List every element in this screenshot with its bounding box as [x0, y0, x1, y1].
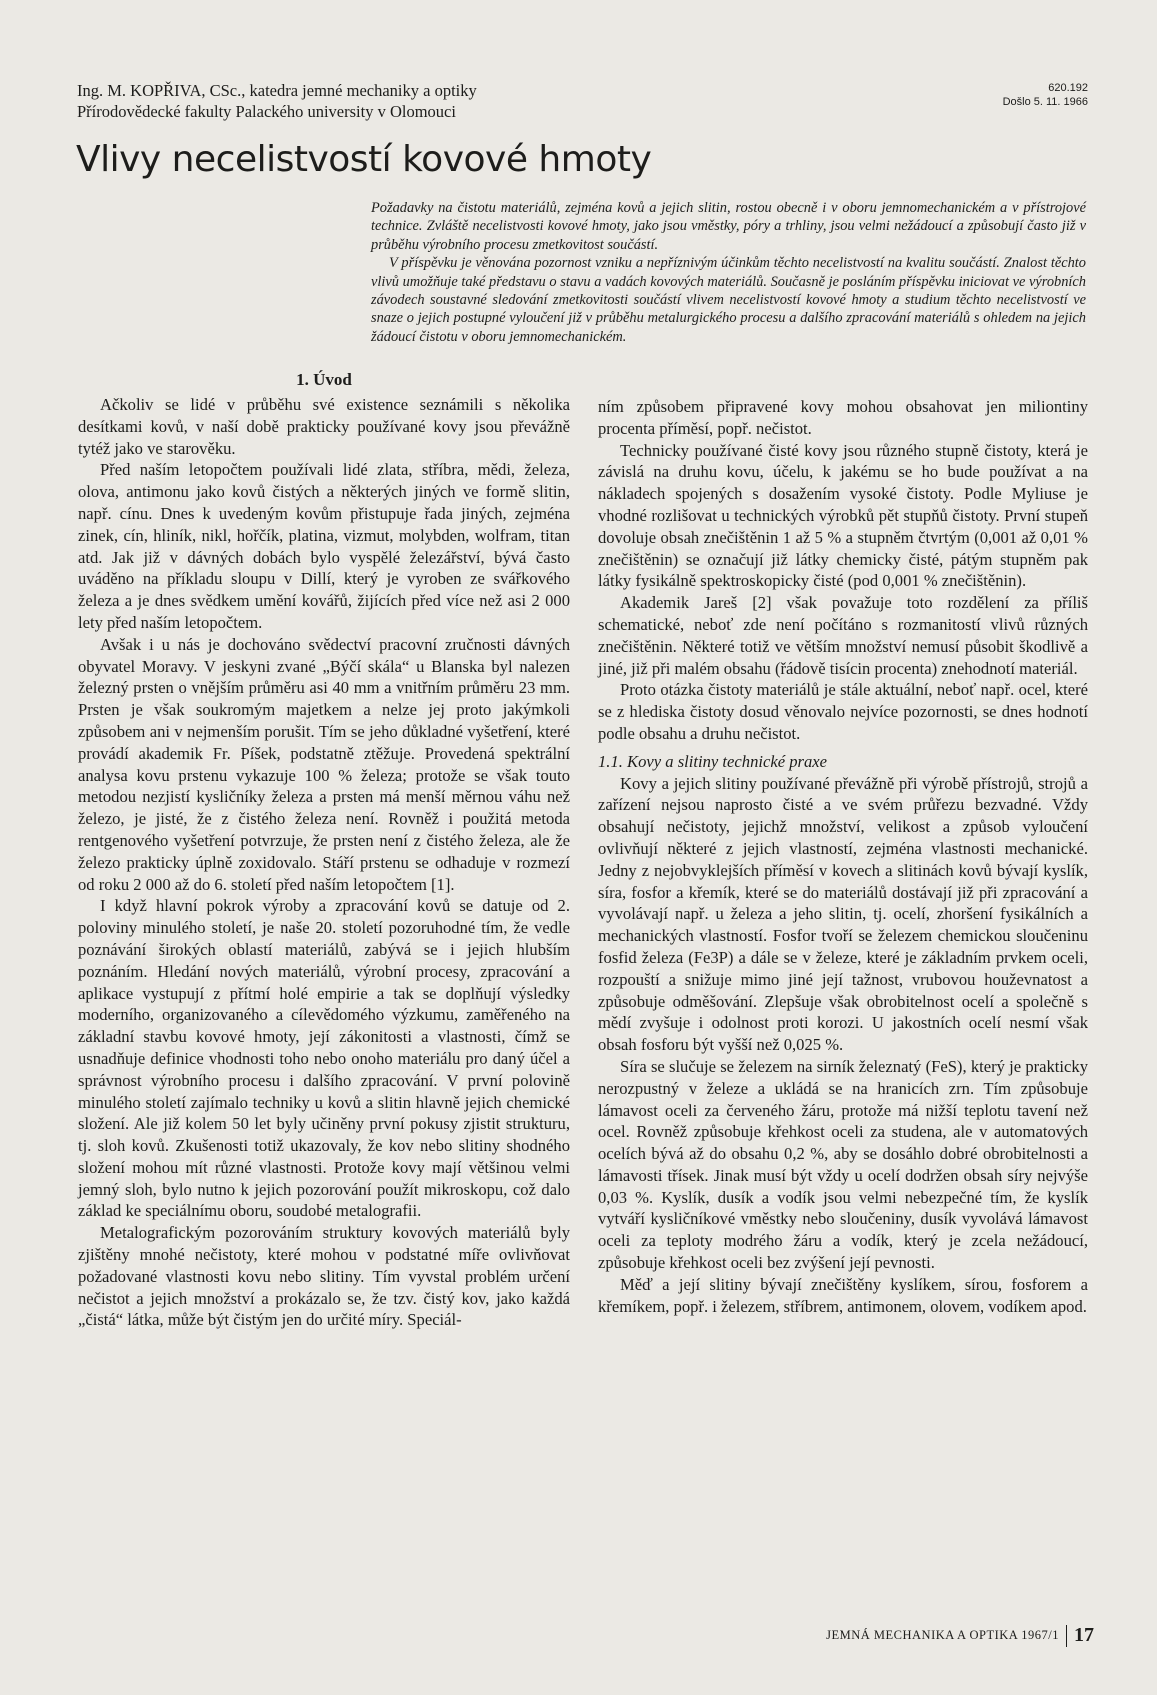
received-date: Došlo 5. 11. 1966 [1002, 96, 1088, 108]
body-paragraph: Metalografickým pozorováním struktury kovových materiálů byly zjištěny mnohé nečistoty, které mohou v podstatné míře ovlivňovat požadované vlastnosti kovu nebo slitiny. Tím vyvstal problém určení nečistot a jejich množství a prokázalo se, že tzv. čistý kov, jako každá „čistá“ látka, může být čistým jen do určité míry. Speciál- [78, 1223, 570, 1330]
section-heading: 1. Úvod [296, 370, 352, 389]
body-paragraph: Kovy a jejich slitiny používané převážně při výrobě přístrojů, strojů a zařízení nejsou naprosto čisté a ve svém průřezu bezvadné. Vždy obsahují nečistoty, jejichž množství, velikost a způsob vyloučení ovlivňují některé z jejich vlastností, zejména vlastnosti mechanické. Jedny z nejobvyklejších příměsí v kovech a slitinách kovů bývají kyslík, síra, fosfor a křemík, které se do materiálů dostávají již při zpracování a vyvolávají např. u železa a jeho slitin, tj. ocelí, zhoršení fysikálních a mechanických vlastností. Fosfor tvoří se železem chemickou sloučeninu fosfid železa (Fe3P) a dále se v železe, které je základním prvkem oceli, rozpouští a snižuje mimo jiné její tažnost, vrubovou houževnatost a způsobuje odměšování. Zlepšuje však obrobitelnost ocelí a společně s mědí zvyšuje i odolnost proti korozi. U jakostních ocelí nesmí však obsah fosforu být vyšší než 0,025 %. [598, 773, 1088, 1055]
body-paragraph: Před naším letopočtem používali lidé zlata, stříbra, mědi, železa, olova, antimonu jako kovů čistých a některých jiných ve formě slitin, např. cínu. Dnes k uvedeným kovům přistupuje řada jiných, zejména zinek, cín, hliník, nikl, hořčík, platina, vizmut, molybden, wolfram, titan atd. Jak již v dávných dobách bylo vyspělé železářství, bývá často uváděno na příkladu sloupu v Dillí, který je vyroben ze svářkového železa a je dnes svědkem umění kovářů, žijících před více než asi 2 000 lety před naším letopočtem. [78, 460, 570, 632]
subsection-heading: 1.1. Kovy a slitiny technické praxe [598, 751, 828, 771]
body-paragraph: Měď a její slitiny bývají znečištěny kyslíkem, sírou, fosforem a křemíkem, popř. i železem, stříbrem, antimonem, olovem, vodíkem apod. [598, 1274, 1088, 1316]
body-paragraph: Akademik Jareš [2] však považuje toto rozdělení za příliš schematické, neboť zde není počítáno s rozmanitostí vlivů různých znečištěnin. Některé totiž ve větším množství nemusí působit škodlivě a jiné, již při malém obsahu (řádově tisícin procenta) znehodnotí materiál. [598, 593, 1088, 678]
footer-divider [1066, 1625, 1067, 1647]
author-line: Ing. M. KOPŘIVA, CSc., katedra jemné mechaniky a optiky [77, 81, 477, 100]
classification-code: 620.192 [1048, 82, 1088, 94]
abstract-paragraph: V příspěvku je věnována pozornost vzniku a nepříznivým účinkům těchto necelistvostí na kvalitu součástí. Znalost těchto vlivů umožňuje také představu o stavu a vadách kovových materiálů. Současně je posláním příspěvku iniciovat ve výrobních závodech soustavné sledování zmetkovitosti součástí vlivem necelistvostí kovové hmoty a studium těchto necelistvostí ve snaze o jejich postupné vyloučení již v průběhu metalurgického procesu a dalšího zpracování materiálů s ohledem na jejich žádoucí čistotu v oboru jemnomechanickém. [371, 255, 1086, 345]
article-title: Vlivy necelistvostí kovové hmoty [76, 139, 652, 180]
author-affiliation [77, 80, 637, 122]
body-paragraph: Technicky používané čisté kovy jsou různého stupně čistoty, která je závislá na druhu kovu, účelu, k jakému se ho bude používat a na nákladech spojených s dosažením vysoké čistoty. Podle Myliuse je vhodné rozlišovat u technických výrobků pět stupňů čistoty. První stupeň dovoluje obsah znečištěnin 1 až 5 % a stupněm čtvrtým (0,001 až 0,01 % znečištěnin) se označují již látky chemicky čisté, pátým stupněm pak látky fysikálně spektroskopicky čisté (pod 0,001 % znečištěnin). [598, 440, 1088, 591]
body-paragraph: Síra se slučuje se železem na sirník železnatý (FeS), který je prakticky nerozpustný v železe a ukládá se na hranicích zrn. Tím způsobuje lámavost oceli za červeného žáru, protože má nižší teplotu tavení než ocel. Rovněž způsobuje křehkost oceli za studena, ale v automatových ocelích bývá až do obsahu 0,2 %, aby se dosáhlo dobré obrobitelnosti a lámavosti třísek. Jinak musí být vždy u ocelí dodržen obsah síry nejvýše 0,03 %. Kyslík, dusík a vodík jsou velmi nebezpečné tím, že kyslík vytváří kysličníkové vměstky nebo sloučeniny, dusík vyvolává lámavost oceli za teploty modrého žáru a vodík, který je zcela nežádoucí, způsobuje křehkost oceli bez zvýšení její pevnosti. [598, 1056, 1088, 1273]
body-paragraph: I když hlavní pokrok výroby a zpracování kovů se datuje od 2. poloviny minulého století, je naše 20. století pozoruhodné tím, že vedle poznávání širokých oblastí materiálů, zabývá se i jejich hlubším poznáním. Hledání nových materiálů, výrobní procesy, zpracování a aplikace vystupují z přítmí holé empirie a tak se doplňují výsledky moderního, organizovaného a cílevědomého výzkumu, zaměřeného na základní stavbu kovové hmoty, její zákonitosti a vlastnosti, čímž se usnadňuje definice vhodnosti toho nebo onoho materiálu pro daný účel a správnost výrobního procesu i dalšího zpracování. V první polovině minulého století zajímalo techniky u kovů a slitin hlavně jejich chemické složení. Ale již kolem 50 let byly učiněny první pokusy zjistit strukturu, tj. sloh kovů. Zkušenosti totiž ukazovaly, že kov nebo slitiny shodného složení mohou mít různé vlastnosti. Protože kovy mají většinou velmi jemný sloh, bylo nutno k jejich pozorování použít mikroskopu, což dalo základ ke speciálnímu oboru, soudobé metalografii. [78, 896, 570, 1221]
page-number: 17 [1074, 1624, 1094, 1646]
article-meta [1003, 81, 1088, 109]
body-paragraph: Proto otázka čistoty materiálů je stále aktuální, neboť např. ocel, které se z hlediska čistoty dosud věnovalo nejvíce pozornosti, se dnes hodnotí podle obsahu a druhu nečistot. [598, 680, 1088, 743]
abstract-paragraph: Požadavky na čistotu materiálů, zejména kovů a jejich slitin, rostou obecně i v oboru jemnomechanickém a v přístrojové technice. Zvláště necelistvosti kovové hmoty, jako jsou vměstky, póry a trhliny, jsou velmi nežádoucí a způsobují často již v průběhu výrobního procesu zmetkovitost součástí. [371, 200, 1086, 253]
page-footer [826, 1624, 1094, 1647]
affiliation-line: Přírodovědecké fakulty Palackého university v Olomouci [77, 102, 456, 121]
abstract [371, 199, 1086, 346]
right-column [598, 396, 1088, 1317]
body-paragraph: Avšak i u nás je dochováno svědectví pracovní zručnosti dávných obyvatel Moravy. V jeskyni zvané „Býčí skála“ u Blanska byl nalezen železný prsten o vnějším průměru asi 40 mm a vnitřním průměru 23 mm. Prsten je však soukromým majetkem a nelze jej proto jakýmkoli způsobem ani v nejmenším porušit. Tím se jeho důkladné vyšetření, které provádí akademik Fr. Píšek, podstatně ztěžuje. Provedená spektrální analysa kovu prstenu vykazuje 100 % železa; protože se však touto metodou nezjistí kysličníky železa a prsten má menší měrnou váhu než železo, je jisté, že z čistého železa není. Rovněž i použitá metoda rentgenového vyšetření potvrzuje, že prsten není z čistého železa, ale že železo prakticky úplně zoxidovalo. Stáří prstenu se odhaduje v rozmezí od roku 2 000 až do 6. století před naším letopočtem [1]. [78, 634, 570, 894]
body-paragraph: Ačkoliv se lidé v průběhu své existence seznámili s několika desítkami kovů, v naší době prakticky používané kovy jsou převážně tytéž jako ve starověku. [78, 395, 570, 458]
left-column [78, 368, 570, 1331]
body-paragraph: ním způsobem připravené kovy mohou obsahovat jen miliontiny procenta příměsí, popř. nečistot. [598, 397, 1088, 438]
journal-name: JEMNÁ MECHANIKA A OPTIKA 1967/1 [826, 1628, 1059, 1642]
